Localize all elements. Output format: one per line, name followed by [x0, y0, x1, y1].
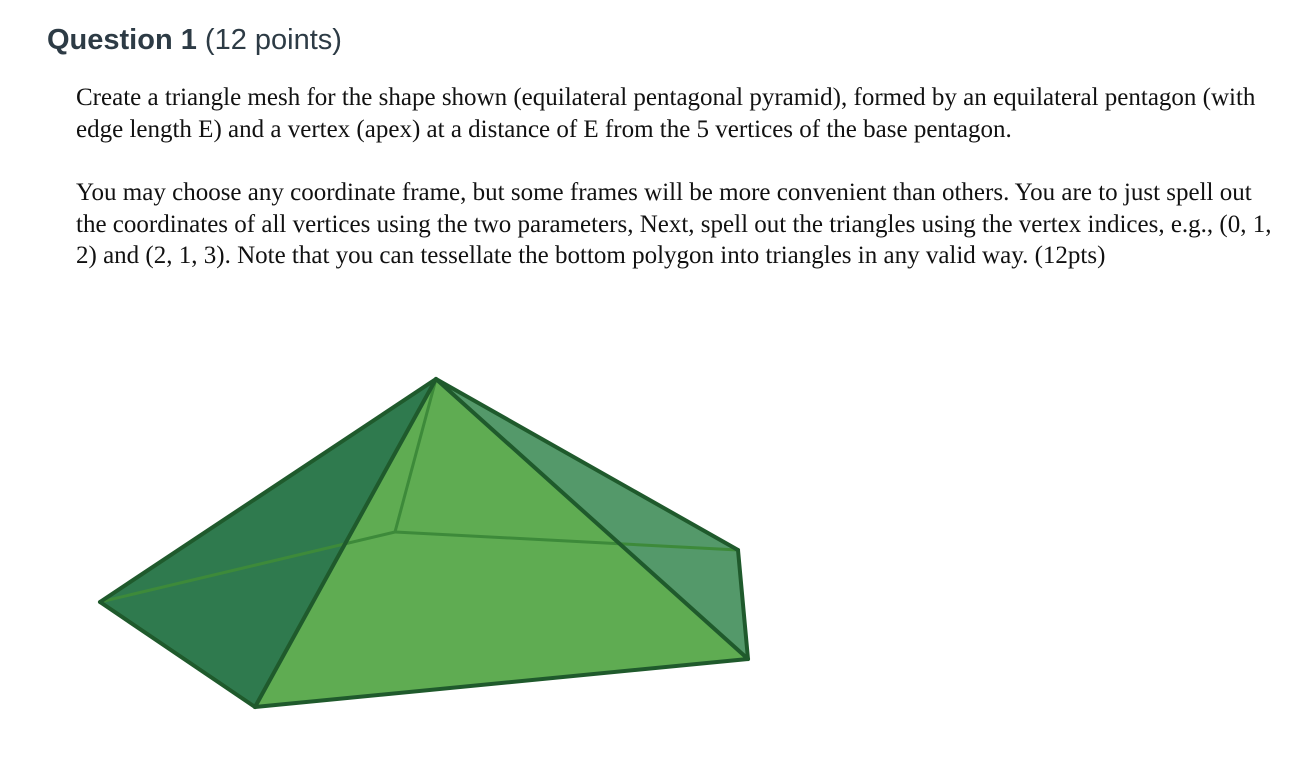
question-title: Question 1 [47, 24, 197, 56]
question-paragraph-2: You may choose any coordinate frame, but some frames will be more convenient than others. You are to just spell out the coordinates of all vertices using the two parameters, Next, spell out the triangles using the vertex indices, e.g., (0, 1, 2) and (2, 1, 3). Note that you can tessellate the bottom polygon into triangles in any valid way. (12pts) [76, 179, 1272, 269]
question-text [76, 82, 1286, 272]
pentagonal-pyramid-figure [90, 370, 760, 720]
question-paragraph-1: Create a triangle mesh for the shape shown (equilateral pentagonal pyramid), formed by an equilateral pentagon (with edge length E) and a vertex (apex) at a distance of E from the 5 vertices of the base pentagon. [76, 84, 1256, 143]
question-points: (12 points) [204, 24, 342, 56]
pyramid-svg [90, 370, 760, 720]
question-header [47, 22, 342, 58]
